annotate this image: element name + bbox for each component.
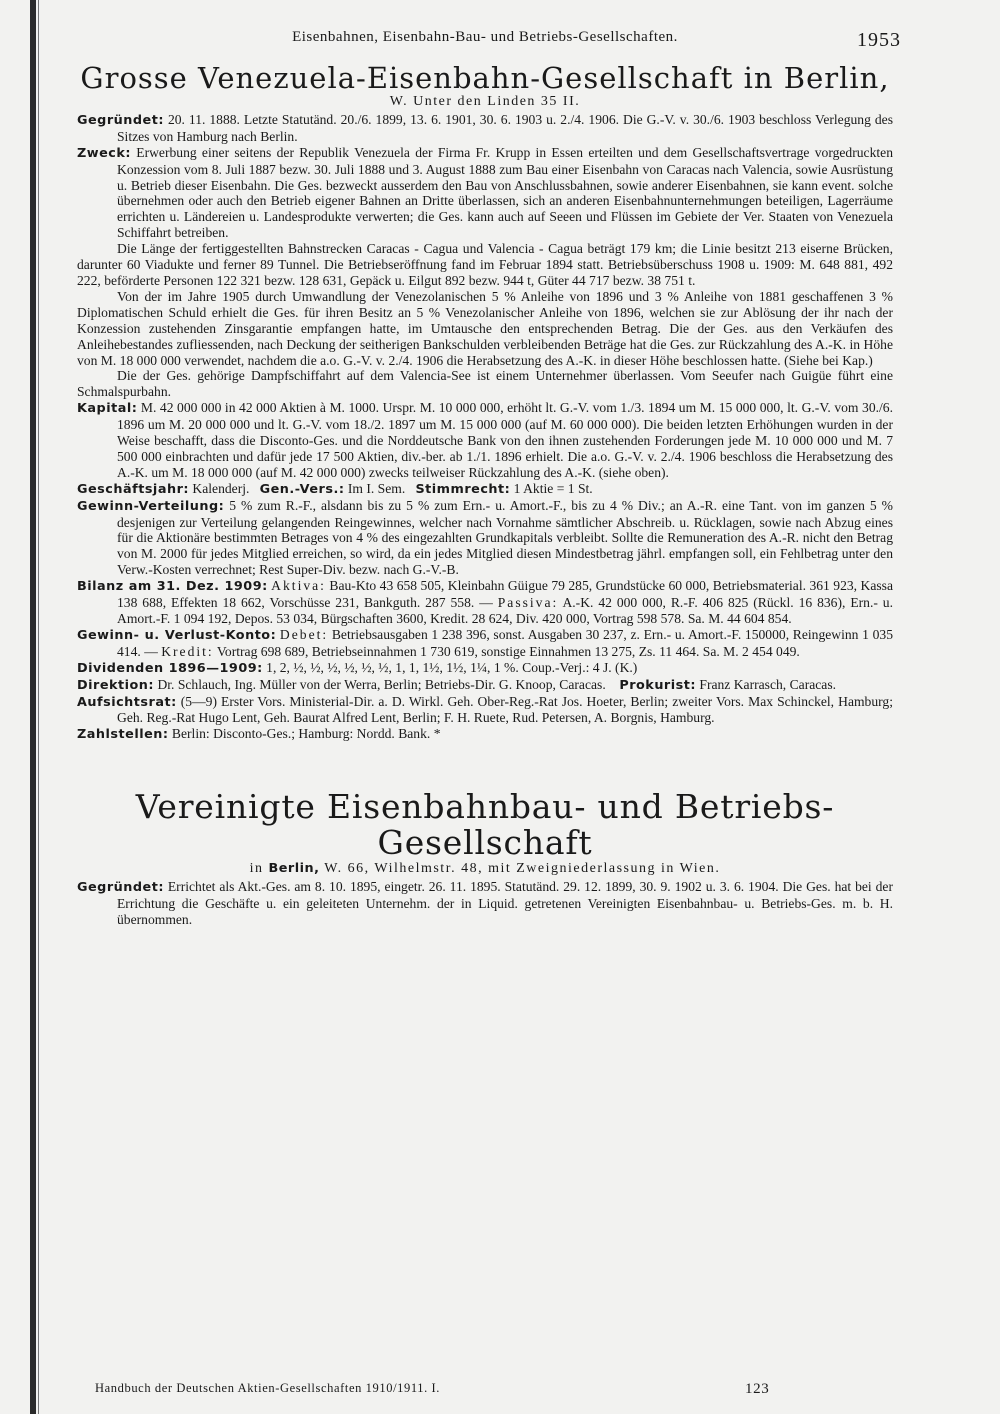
bilanz-label: Bilanz am 31. Dez. 1909:: [77, 579, 268, 595]
aufsichtsrat-label: Aufsichtsrat:: [77, 694, 177, 710]
stimmrecht-label: Stimmrecht:: [415, 481, 511, 497]
company2-gegruendet-label: Gegründet:: [77, 880, 164, 896]
zweck-entry: [77, 145, 893, 241]
zweck-text: Erwerbung einer seitens der Republik Venezuela der Firma Fr. Krupp in Essen erteilten und dem Gesellschaftsvertrage vorgedruckten Konzession vom 8. Juli 1887 bezw. 30. Juli 1888 und 3. August 1888 zum Bau einer Eisenbahn von Caracas nach Valencia, sowie Ausrüstung u. Betrieb dieser Eisenbahn. Die Ges. bezweckt ausserdem den Bau von Anschlussbahnen, sowie anderer Eisenbahnen, sie kann event. solche übernehmen oder auch den Betrieb eigener Bahnen an Dritte überlassen, sich an anderen Eisenbahnunternehmungen beteiligen, Lagerräume errichten u. Ländereien u. Landesprodukte verwerten; die Ges. kann auch auf Seeen und Flüssen im Gebiete der Ver. Staaten von Venezuela Schiffahrt betreiben.: [117, 144, 893, 241]
company2-gegruendet-text: Errichtet als Akt.-Ges. am 8. 10. 1895, eingetr. 26. 11. 1895. Statutänd. 29. 12. 1899, 30. 9. 1902 u. 3. 6. 1904. Die Ges. hat bei der Errichtung die Geschäfte u. ein geleiteten Unternehm. der in Liquid. getretenen Vereinigten Eisenbahnbau- u. Betriebs-Ges. m. b. H. übernommen.: [117, 879, 893, 927]
guv-debet-label: Debet:: [279, 626, 329, 642]
gewinn-verteilung-label: Gewinn-Verteilung:: [77, 498, 225, 514]
company2-subtitle: [77, 861, 893, 877]
bilanz-aktiva-text: Bau-Kto 43 658 505, Kleinbahn Güigue 79 285, Grundstücke 60 000, Betriebsmaterial. 361 923, Kassa 138 688, Effekten 18 662, Vorschüsse 231, Bankguth. 287 558. —: [117, 578, 893, 611]
section-spacer: [77, 743, 893, 789]
direktion-label: Direktion:: [77, 677, 155, 693]
aufsichtsrat-text: (5—9) Erster Vors. Ministerial-Dir. a. D. Wirkl. Geh. Ober-Reg.-Rat Jos. Hoeter, Berlin; zweiter Vors. Max Schinckel, Hamburg; Geh. Reg.-Rat Hugo Lent, Geh. Baurat Alfred Lent, Berlin; F. H. Ruete, Rud. Petersen, A. Borgnis, Hamburg.: [117, 693, 893, 726]
binding-edge: [30, 0, 36, 1414]
gen-vers-text: Im I. Sem.: [347, 480, 406, 496]
bilanz-passiva-label: Passiva:: [497, 595, 559, 611]
footer-text: Handbuch der Deutschen Aktien-Gesellschaften 1910/1911. I.: [95, 1381, 441, 1395]
content: [77, 29, 901, 928]
running-head-text: Eisenbahnen, Eisenbahn-Bau- und Betriebs-Gesellschaften.: [292, 29, 678, 45]
zahlstellen-entry: [77, 726, 893, 743]
guv-debet-text: Betriebsausgaben 1 238 396, sonst. Ausgaben 30 237, z. Ern.- u. Amort.-F. 150000, Reingewinn 1 035 414. —: [117, 626, 894, 659]
zahlstellen-label: Zahlstellen:: [77, 727, 169, 743]
zahlstellen-text: Berlin: Disconto-Ges.; Hamburg: Nordd. Bank. *: [171, 726, 441, 742]
prokurist-label: Prokurist:: [619, 677, 696, 693]
laenge-paragraph: Die Länge der fertiggestellten Bahnstrecken Caracas - Cagua und Valencia - Cagua beträgt 179 km; die Linie besitzt 213 eiserne Brücken, darunter 60 Viadukte und ferner 89 Tunnel. Die Betriebseröffnung fand im Februar 1894 statt. Betriebsüberschuss 1908 u. 1909: M. 648 881, 492 222, beförderte Personen 122 321 bezw. 128 631, Gepäck u. Eilgut 892 bezw. 944 t, Güter 44 717 bezw. 38 751 t.: [77, 241, 893, 288]
gewinn-verteilung-entry: [77, 498, 893, 579]
company2-title: Vereinigte Eisenbahnbau- und Betriebs-Gesellschaft: [135, 787, 835, 863]
guv-kredit-label: Kredit:: [161, 643, 214, 659]
company2-city: Berlin,: [268, 861, 320, 877]
geschaeftsjahr-text: Kalenderj.: [192, 480, 250, 496]
company1-title: Grosse Venezuela-Eisenbahn-Gesellschaft in Berlin,: [80, 61, 890, 95]
dividenden-entry: [77, 660, 893, 677]
company2-sub-in: in: [249, 861, 264, 877]
stimmrecht-text: 1 Aktie = 1 St.: [513, 480, 593, 496]
page-number: 1953: [857, 29, 901, 51]
page-footer: [95, 1381, 795, 1396]
bilanz-aktiva-label: Aktiva:: [271, 578, 326, 594]
footer-number: 123: [745, 1381, 770, 1397]
dampfschiff-paragraph: Die der Ges. gehörige Dampfschiffahrt auf dem Valencia-See ist einem Unternehmer überlassen. Vom Seeufer nach Guigüe führt eine Schmalspurbahn.: [77, 368, 893, 400]
gen-vers-label: Gen.-Vers.:: [259, 481, 345, 497]
anleihe-paragraph: Von der im Jahre 1905 durch Umwandlung der Venezolanischen 5 % Anleihe von 1896 und 3 % Anleihe von 1881 geschaffenen 3 % Diplomatischen Schuld erhielt die Ges. für ihren Besitz an 5 % Venezolanischer Anleihe von 1896, welchen sie zur Ablösung der ihr nach der Konzession zustehenden Zinsgarantie empfangen hatte, im Umtausche den entsprechenden Betrag. Die der Ges. aus den Verkäufen des Anleihebestandes zufliessenden, nach Deckung der seitherigen Bankschulden verbleibenden Beträge hat die Ges. zur Rückzahlung des A.-K. in Höhe von M. 18 000 000 verwendet, nachdem die a.o. G.-V. v. 2./4. 1906 die Herabsetzung des A.-K. in dieser Höhe beschlossen hatte. (Siehe bei Kap.): [77, 288, 893, 368]
zweck-label: Zweck:: [77, 145, 131, 161]
company1-address: W. Unter den Linden 35 II.: [389, 94, 581, 109]
running-head: [77, 29, 901, 54]
company2-address: W. 66, Wilhelmstr. 48, mit Zweigniederlassung in Wien.: [324, 861, 721, 877]
direktion-text: Dr. Schlauch, Ing. Müller von der Werra, Berlin; Betriebs-Dir. G. Knoop, Caracas.: [157, 676, 606, 692]
kapital-text: M. 42 000 000 in 42 000 Aktien à M. 1000. Urspr. M. 10 000 000, erhöht lt. G.-V. vom 1./3. 1894 um M. 15 000 000, lt. G.-V. vom 30./6. 1896 um M. 20 000 000 und lt. G.-V. vom 18./2. 1897 um M. 15 000 000 (auf M. 60 000 000). Die beiden letzten Erhöhungen wurden in der Weise beschafft, dass die Disconto-Ges. und die Norddeutsche Bank von den ihnen zustehenden Forderungen jede M. 10 000 000 und M. 7 500 000 einbrachten und dafür jede 17 500 Aktien, div.-ber. ab 1./1. 1896 erhielt. Die a.o. G.-V. v. 2./4. 1906 beschloss die Herabsetzung des A.-K. um M. 18 000 000 (auf M. 42 000 000) zwecks teilweiser Rückzahlung des A.-K. (siehe oben).: [117, 400, 893, 480]
kapital-label: Kapital:: [77, 401, 138, 417]
binding-edge-line: [38, 0, 39, 1414]
gewinn-verteilung-text: 5 % zum R.-F., alsdann bis zu 5 % zum Ern.- u. Amort.-F., bis zu 4 % Div.; an A.-R. eine Tant. von im ganzen 5 % desjenigen zur Verteilung gelangenden Reingewinnes, welcher nach Vornahme sämtlicher Abschreib. u. Rücklagen, sowie nach Abzug eines für die Aktionäre bestimmten Betrages von 4 % des eingezahlten Grundkapitals verbleibt. Sollte die Remuneration des A.-R. nicht den Betrag von M. 2000 für jedes Mitglied erreichen, so wird, da ein jedes Mitglied diesen Mindestbetrag jährl. empfangen soll, ein Fehlbetrag unter den Verw.-Kosten verrechnet; Rest Super-Div. bezw. nach G.-V.-B.: [117, 497, 893, 578]
aufsichtsrat-entry: [77, 694, 893, 727]
gegruendet-text: 20. 11. 1888. Letzte Statutänd. 20./6. 1899, 13. 6. 1901, 30. 6. 1903 u. 2./4. 1906. Die G.-V. v. 30./6. 1903 beschloss Verlegung des Sitzes von Hamburg nach Berlin.: [117, 111, 893, 144]
prokurist-text: Franz Karrasch, Caracas.: [699, 676, 837, 692]
guv-label: Gewinn- u. Verlust-Konto:: [77, 627, 277, 643]
gegruendet-entry: [77, 112, 893, 145]
geschaeftsjahr-entry: [77, 481, 893, 498]
dividenden-text: 1, 2, ½, ½, ½, ½, ½, ½, 1, 1, 1½, 1½, 1¼, 1 %. Coup.-Verj.: 4 J. (K.): [266, 659, 638, 675]
bilanz-entry: [77, 578, 893, 627]
direktion-entry: [77, 677, 893, 694]
geschaeftsjahr-label: Geschäftsjahr:: [77, 481, 189, 497]
bilanz-passiva-text: A.-K. 42 000 000, R.-F. 406 825 (Rückl. 16 836), Ern.- u. Amort.-F. 1 094 192, Depos. 53 034, Bürgschaften 3600, Kredit. 28 624, Div. 420 000, Vortrag 598 578. Sa. M. 44 604 854.: [117, 595, 893, 626]
guv-kredit-text: Vortrag 698 689, Betriebseinnahmen 1 730 619, sonstige Einnahmen 13 275, Zs. 11 464. Sa. M. 2 454 049.: [216, 643, 800, 659]
guv-entry: [77, 627, 893, 660]
kapital-entry: [77, 400, 893, 481]
dividenden-label: Dividenden 1896—1909:: [77, 660, 263, 676]
company2-gegruendet-entry: [77, 879, 893, 928]
gegruendet-label: Gegründet:: [77, 112, 164, 128]
